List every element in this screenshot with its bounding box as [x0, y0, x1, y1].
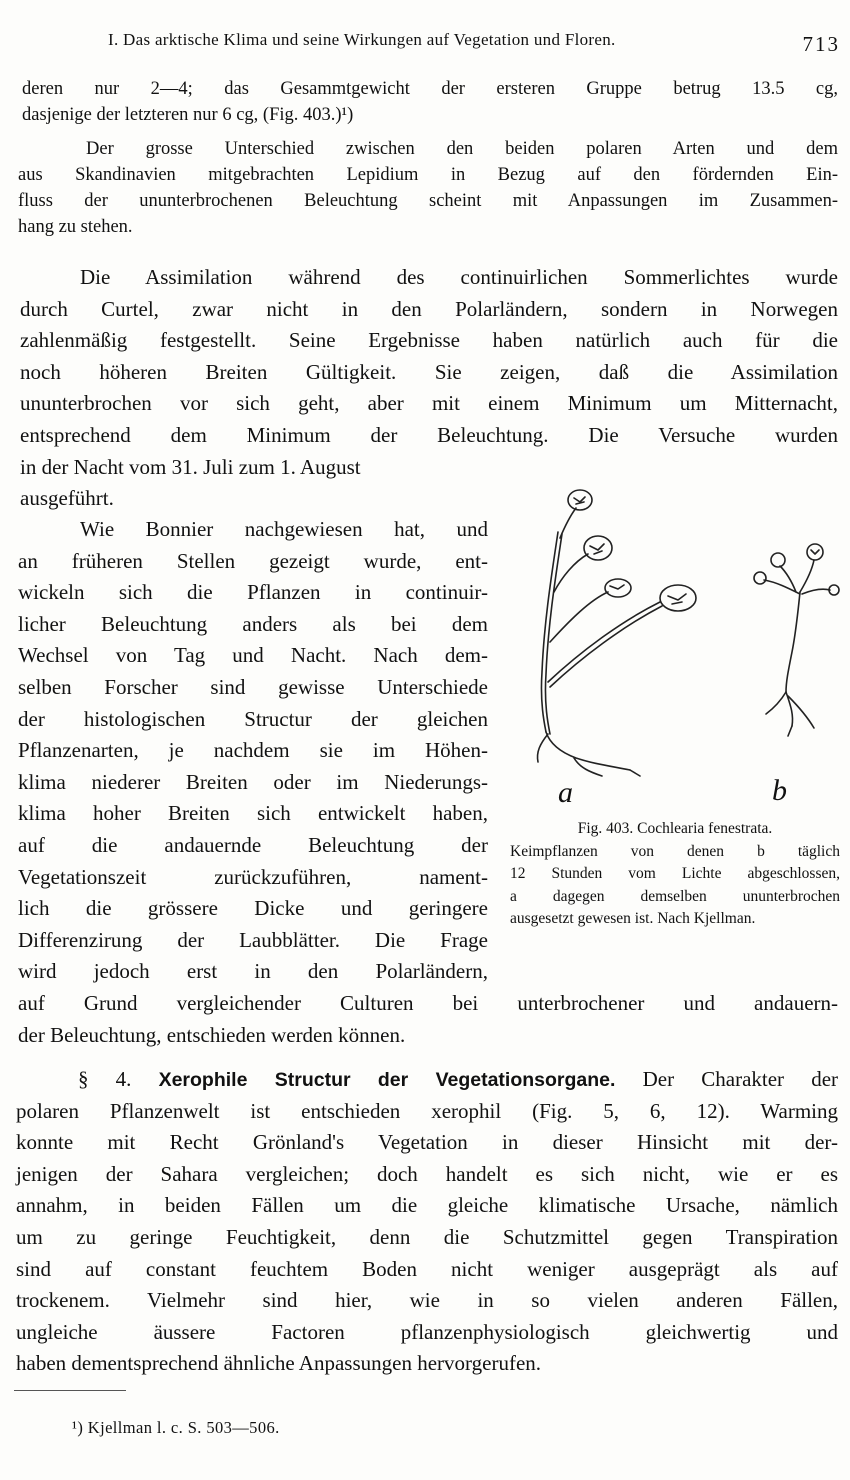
page-number: 713 — [802, 32, 840, 56]
section-heading-line — [78, 1064, 838, 1096]
text-line: trockenem. Vielmehr sind hier, wie in so vielen anderen Fällen, — [16, 1288, 838, 1313]
text-line: selben Forscher sind gewisse Unterschiede — [18, 674, 488, 699]
running-header — [108, 30, 840, 54]
figure-caption — [510, 818, 840, 931]
text-line: Der grosse Unterschied zwischen den beiden polaren Arten und dem — [86, 139, 838, 159]
text-line: lich die grössere Dicke und geringere — [18, 896, 488, 921]
text-line: deren nur 2—4; das Gesammtgewicht der ersteren Gruppe betrug 13.5 cg, — [22, 79, 838, 99]
figure-403 — [510, 482, 840, 812]
text-line: an früheren Stellen gezeigt wurde, ent- — [18, 548, 488, 573]
text-line: jenigen der Sahara vergleichen; doch handelt es sich nicht, wie er es — [16, 1161, 838, 1186]
text-line: ausgeführt. — [20, 486, 114, 511]
paragraph-3 — [20, 262, 838, 515]
caption-line: Fig. 403. Cochlearia fenestrata. — [577, 820, 773, 837]
text-line: licher Beleuchtung anders als bei dem — [18, 611, 488, 636]
text-line: fluss der ununterbrochenen Beleuchtung scheint mit Anpassungen im Zusammen- — [18, 191, 838, 211]
section-first-line-rest: Der Charakter der — [642, 1067, 839, 1091]
text-line: haben dementsprechend ähnliche Anpassungen hervorgerufen. — [16, 1351, 542, 1376]
text-line: sind auf constant feuchtem Boden nicht weniger ausgeprägt als auf — [16, 1256, 838, 1281]
paragraph-2 — [18, 136, 838, 240]
text-line: hang zu stehen. — [18, 217, 133, 237]
figure-label-b: b — [772, 774, 787, 807]
text-line: ungleiche äussere Factoren pflanzenphysiologisch gleichwertig und — [16, 1319, 838, 1344]
text-line: Differenzirung der Laubblätter. Die Frage — [18, 927, 488, 952]
text-line: Wie Bonnier nachgewiesen hat, und — [80, 517, 488, 541]
text-line: noch höheren Breiten Gültigkeit. Sie zeigen, daß die Assimilation — [20, 359, 838, 384]
seedling-illustration — [510, 482, 840, 812]
text-line: entsprechend dem Minimum der Beleuchtung. Die Versuche wurden — [20, 422, 838, 447]
section-4 — [16, 1064, 838, 1380]
footnote-rule — [14, 1390, 126, 1391]
caption-line: 12 Stunden vom Lichte abgeschlossen, — [510, 865, 840, 883]
text-line: konnte mit Recht Grönland's Vegetation in dieser Hinsicht mit der- — [16, 1130, 838, 1155]
caption-line: ausgesetzt gewesen ist. Nach Kjellman. — [510, 910, 756, 928]
running-title: I. Das arktische Klima und seine Wirkungen auf Vegetation und Floren. — [108, 30, 616, 49]
text-line: wickeln sich die Pflanzen in continuir- — [18, 580, 488, 605]
text-line: ununterbrochen vor sich geht, aber mit einem Minimum um Mitternacht, — [20, 391, 838, 416]
text-line: der histologischen Structur der gleichen — [18, 706, 488, 731]
text-line: annahm, in beiden Fällen um die gleiche klimatische Ursache, nämlich — [16, 1193, 838, 1218]
text-line: klima niederer Breiten oder im Niederungs- — [18, 769, 488, 794]
text-line: zahlenmäßig festgestellt. Seine Ergebnisse haben natürlich auch für die — [20, 328, 838, 353]
text-line: in der Nacht vom 31. Juli zum 1. August — [20, 454, 361, 479]
footnote: ¹) Kjellman l. c. S. 503—506. — [72, 1418, 280, 1437]
section-title: Xerophile Structur der Vegetationsorgane. — [158, 1069, 616, 1091]
text-line: durch Curtel, zwar nicht in den Polarländern, sondern in Norwegen — [20, 296, 838, 321]
text-line: wird jedoch erst in den Polarländern, — [18, 959, 488, 984]
text-line: auf die andauernde Beleuchtung der — [18, 832, 488, 857]
figure-label-a: a — [558, 776, 573, 809]
text-line: Pflanzenarten, je nachdem sie im Höhen- — [18, 738, 488, 763]
text-line: um zu geringe Feuchtigkeit, denn die Schutzmittel gegen Transpiration — [16, 1224, 838, 1249]
text-line: polaren Pflanzenwelt ist entschieden xerophil (Fig. 5, 6, 12). Warming — [16, 1098, 838, 1123]
text-line: klima hoher Breiten sich entwickelt haben, — [18, 801, 488, 826]
paragraph-1 — [22, 76, 838, 128]
caption-line: a dagegen demselben ununterbrochen — [510, 887, 840, 905]
text-line: dasjenige der letzteren nur 6 cg, (Fig. 403.)¹) — [22, 105, 354, 125]
text-line: aus Skandinavien mitgebrachten Lepidium in Bezug auf den fördernden Ein- — [18, 165, 838, 185]
text-line: Vegetationszeit zurückzuführen, nament- — [18, 864, 488, 889]
text-line: auf Grund vergleichender Culturen bei unterbrochener und andauern- — [18, 990, 838, 1015]
text-line: der Beleuchtung, entschieden werden können. — [18, 1022, 406, 1047]
text-line: Wechsel von Tag und Nacht. Nach dem- — [18, 643, 488, 668]
text-line: Die Assimilation während des continuirlichen Sommerlichtes wurde — [80, 265, 838, 289]
section-number: § 4. — [78, 1067, 132, 1091]
caption-line: Keimpflanzen von denen b täglich — [510, 842, 840, 860]
